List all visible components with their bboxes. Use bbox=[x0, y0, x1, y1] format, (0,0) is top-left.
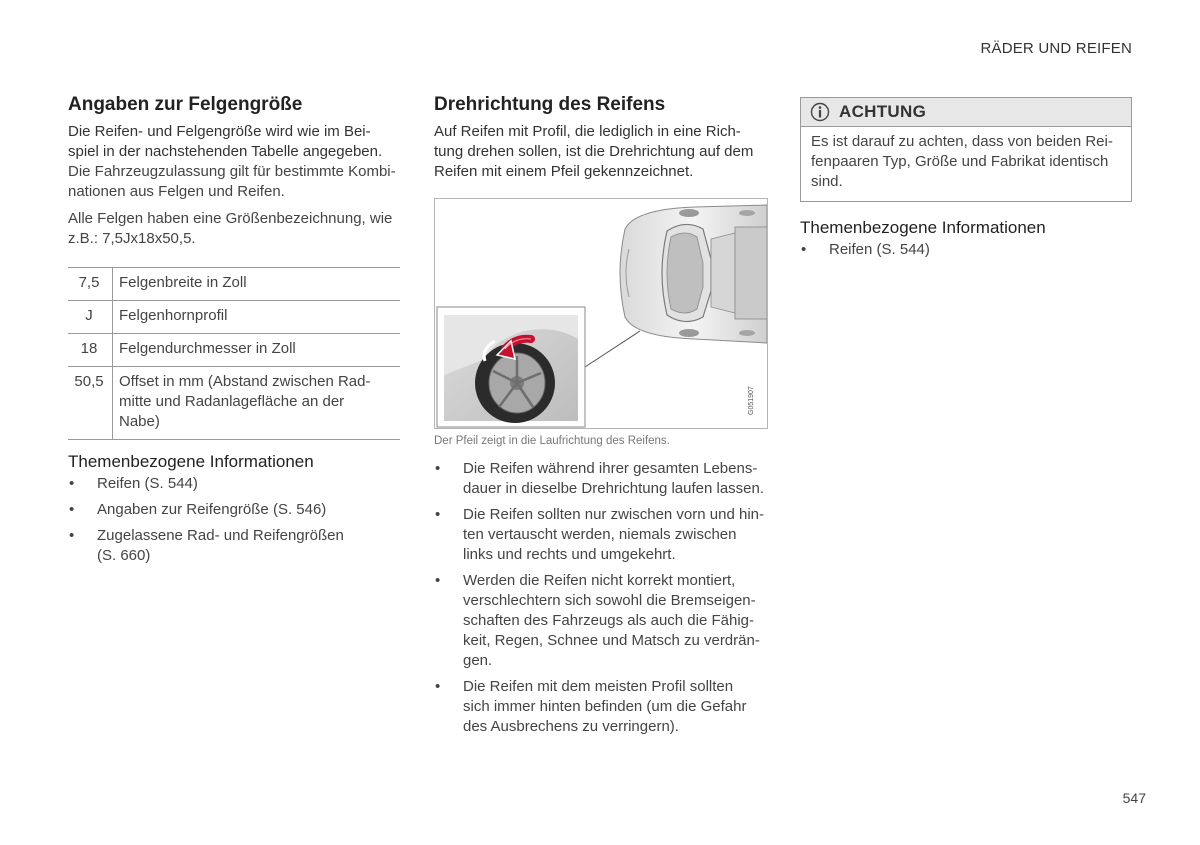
bullet: • bbox=[801, 241, 807, 258]
related-link[interactable] bbox=[68, 526, 400, 566]
list-item bbox=[434, 571, 768, 671]
warning-text bbox=[801, 127, 1131, 201]
rotation-intro-line: tung drehen sollen, ist die Drehrichtung auf dem bbox=[434, 143, 754, 160]
rim-intro-line: Die Reifen- und Felgengröße wird wie im Bei- bbox=[68, 123, 371, 140]
table-value-line: Nabe) bbox=[119, 413, 160, 430]
rotation-section bbox=[434, 94, 768, 743]
table-row bbox=[68, 301, 400, 334]
rim-size-section bbox=[68, 94, 400, 572]
table-key: J bbox=[68, 301, 113, 334]
list-item-line: Die Reifen sollten nur zwischen vorn und hin- bbox=[463, 506, 764, 523]
rim-size-title: Angaben zur Felgengröße bbox=[68, 94, 303, 115]
tire-rotation-figure bbox=[434, 198, 768, 429]
related-link-text[interactable]: Reifen (S. 544) bbox=[829, 241, 930, 258]
rotation-bullets bbox=[434, 459, 768, 737]
list-item-line: verschlechtern sich sowohl die Bremseigen- bbox=[463, 592, 756, 609]
table-row bbox=[68, 268, 400, 301]
rotation-intro-line: Auf Reifen mit Profil, die lediglich in eine Rich- bbox=[434, 123, 741, 140]
table-value: Felgendurchmesser in Zoll bbox=[113, 334, 401, 367]
rotation-title: Drehrichtung des Reifens bbox=[434, 94, 666, 115]
related-info-right bbox=[800, 218, 1132, 260]
rim-intro bbox=[68, 122, 400, 162]
table-key: 7,5 bbox=[68, 268, 113, 301]
warning-box bbox=[800, 97, 1132, 202]
table-value bbox=[113, 367, 401, 440]
table-value: Felgenbreite in Zoll bbox=[113, 268, 401, 301]
related-link-text[interactable]: Angaben zur Reifengröße (S. 546) bbox=[97, 501, 327, 518]
related-link-text[interactable]: Zugelassene Rad- und Reifengrößen bbox=[97, 527, 344, 544]
warning-column bbox=[800, 97, 1132, 266]
bullet: • bbox=[69, 527, 75, 544]
bullet: • bbox=[69, 501, 75, 518]
related-info-title: Themenbezogene Informationen bbox=[68, 452, 314, 471]
bullet: • bbox=[435, 506, 441, 523]
bullet: • bbox=[435, 678, 441, 695]
list-item-line: des Ausbrechens zu verringern). bbox=[463, 718, 679, 735]
list-item-line: Die Reifen während ihrer gesamten Lebens- bbox=[463, 460, 758, 477]
warning-line: sind. bbox=[811, 173, 843, 190]
info-circle-icon bbox=[810, 102, 830, 122]
table-key: 50,5 bbox=[68, 367, 113, 440]
designation-line: Alle Felgen haben eine Größenbezeichnung, wie bbox=[68, 210, 393, 227]
warning-header bbox=[801, 98, 1131, 127]
related-link[interactable] bbox=[800, 240, 1132, 260]
warning-line: Es ist darauf zu achten, dass von beiden Rei- bbox=[811, 133, 1113, 150]
warning-title: ACHTUNG bbox=[839, 102, 927, 121]
figure-code: G051907 bbox=[748, 386, 755, 415]
list-item bbox=[434, 677, 768, 737]
table-row bbox=[68, 334, 400, 367]
bullet: • bbox=[435, 572, 441, 589]
rotation-intro-line: Reifen mit einem Pfeil gekennzeichnet. bbox=[434, 163, 694, 180]
warning-line: fenpaaren Typ, Größe und Fabrikat identisch bbox=[811, 153, 1109, 170]
list-item-line: Die Reifen mit dem meisten Profil sollten bbox=[463, 678, 734, 695]
tire-rotation-illustration bbox=[435, 199, 767, 428]
table-value-line: Offset in mm (Abstand zwischen Rad- bbox=[119, 373, 371, 390]
list-item-line: schaften des Fahrzeugs als auch die Fähig- bbox=[463, 612, 754, 629]
figure-caption: Der Pfeil zeigt in die Laufrichtung des Reifens. bbox=[434, 435, 670, 447]
related-info-left bbox=[68, 452, 400, 566]
rim-size-table bbox=[68, 267, 400, 440]
bullet: • bbox=[435, 460, 441, 477]
related-link[interactable] bbox=[68, 500, 400, 520]
callout-line bbox=[585, 331, 640, 367]
table-value: Felgenhornprofil bbox=[113, 301, 401, 334]
registration-line: Die Fahrzeugzulassung gilt für bestimmte Kombi- bbox=[68, 163, 396, 180]
wheel-detail-inset bbox=[437, 307, 585, 427]
related-links bbox=[800, 240, 1132, 260]
list-item-line: sich immer hinten befinden (um die Gefahr bbox=[463, 698, 747, 715]
table-key: 18 bbox=[68, 334, 113, 367]
table-row bbox=[68, 367, 400, 440]
page-number: 547 bbox=[1122, 790, 1146, 806]
list-item bbox=[434, 505, 768, 565]
designation-note bbox=[68, 209, 400, 249]
list-item-line: Werden die Reifen nicht korrekt montiert, bbox=[463, 572, 736, 589]
car-top-view bbox=[620, 205, 767, 343]
related-links bbox=[68, 474, 400, 566]
related-link-text[interactable]: Reifen (S. 544) bbox=[97, 475, 198, 492]
list-item-line: keit, Regen, Schnee und Matsch zu verdrän- bbox=[463, 632, 760, 649]
table-value-line: mitte und Radanlagefläche an der bbox=[119, 393, 345, 410]
list-item-line: ten vertauscht werden, niemals zwischen bbox=[463, 526, 737, 543]
rim-intro-line: spiel in der nachstehenden Tabelle angegeben. bbox=[68, 143, 383, 160]
registration-note bbox=[68, 162, 400, 202]
list-item-line: gen. bbox=[463, 652, 493, 669]
section-header: RÄDER UND REIFEN bbox=[980, 40, 1132, 57]
registration-line: nationen aus Felgen und Reifen. bbox=[68, 183, 285, 200]
related-link-text[interactable]: (S. 660) bbox=[97, 547, 151, 564]
designation-line: z.B.: 7,5Jx18x50,5. bbox=[68, 230, 196, 247]
related-info-title: Themenbezogene Informationen bbox=[800, 218, 1046, 237]
bullet: • bbox=[69, 475, 75, 492]
list-item-line: links und rechts und umgekehrt. bbox=[463, 546, 676, 563]
related-link[interactable] bbox=[68, 474, 400, 494]
rotation-intro bbox=[434, 122, 768, 182]
list-item bbox=[434, 459, 768, 499]
list-item-line: dauer in dieselbe Drehrichtung laufen lassen. bbox=[463, 480, 765, 497]
